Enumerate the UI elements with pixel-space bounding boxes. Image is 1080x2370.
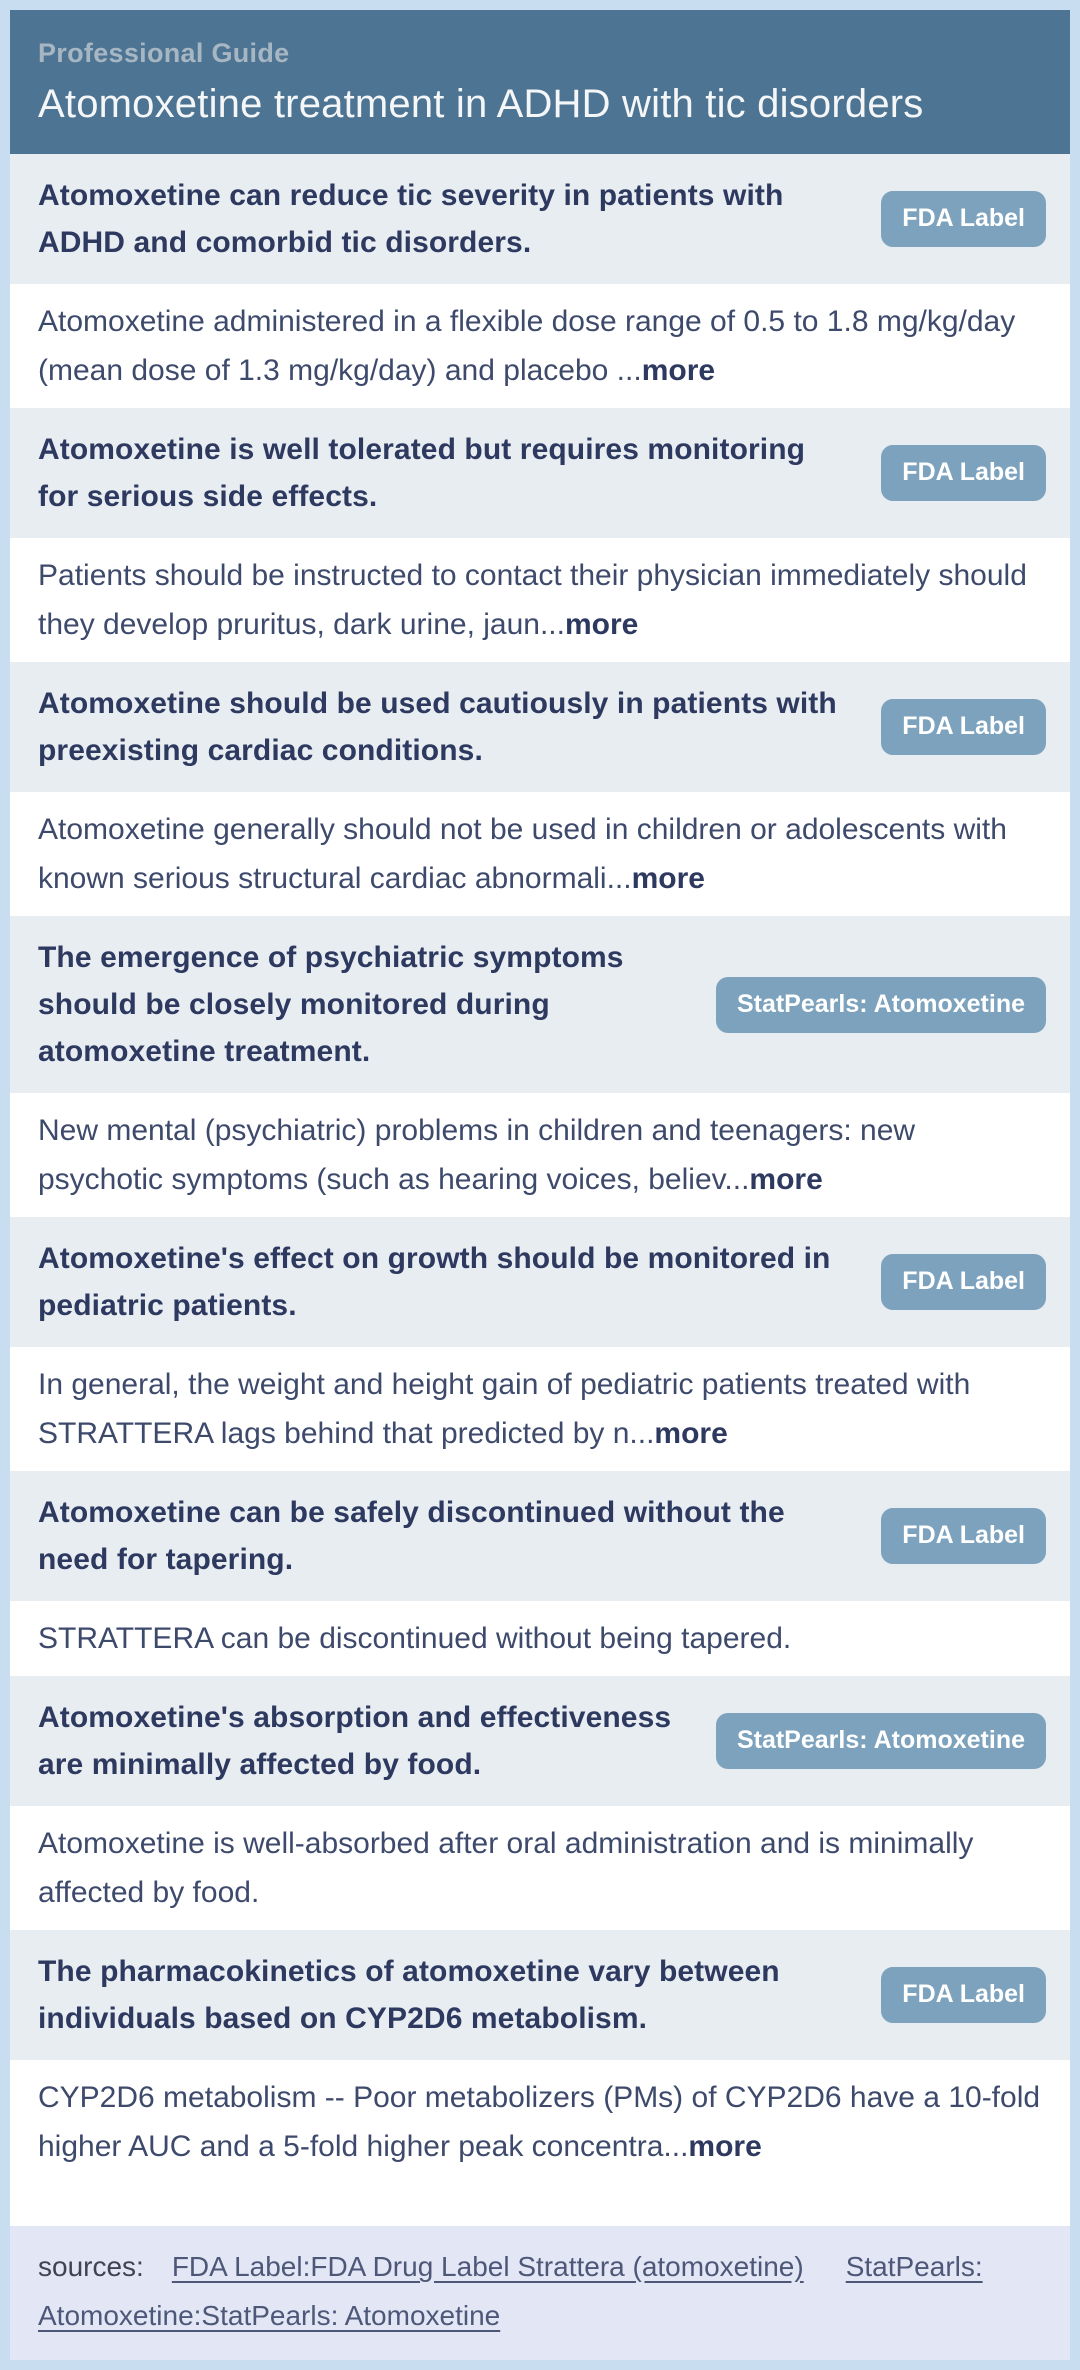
statement-block [10, 1471, 1070, 1676]
evidence-snippet: Atomoxetine administered in a flexible dose range of 0.5 to 1.8 mg/kg/day (mean dose of 1.3 mg/kg/day) and placebo ... [38, 305, 1016, 387]
evidence-row [10, 1347, 1070, 1471]
evidence-row [10, 538, 1070, 662]
evidence-text [38, 805, 1042, 903]
evidence-snippet: In general, the weight and height gain of pediatric patients treated with STRATTERA lags behind that predicted by n... [38, 1368, 971, 1450]
claim-row [10, 1676, 1070, 1806]
source-badge[interactable]: StatPearls: Atomoxetine [716, 977, 1046, 1033]
source-badge[interactable]: FDA Label [881, 699, 1046, 755]
claim-row [10, 1217, 1070, 1347]
claim-row [10, 408, 1070, 538]
statement-block [10, 1676, 1070, 1930]
statement-block [10, 154, 1070, 408]
more-link[interactable]: more [641, 354, 716, 387]
evidence-text [38, 1106, 1042, 1204]
evidence-text [38, 1360, 1042, 1458]
evidence-row [10, 2060, 1070, 2184]
claim-row [10, 154, 1070, 284]
evidence-text [38, 1819, 1042, 1917]
evidence-row [10, 792, 1070, 916]
guide-card [10, 10, 1070, 2360]
source-link[interactable]: FDA Label:FDA Drug Label Strattera (atomoxetine) [171, 2251, 804, 2282]
statement-block [10, 662, 1070, 916]
evidence-text [38, 1614, 1042, 1663]
sources-line [38, 2242, 1042, 2340]
evidence-row [10, 284, 1070, 408]
sources-footer [10, 2226, 1070, 2360]
evidence-snippet: STRATTERA can be discontinued without being tapered. [38, 1622, 792, 1655]
evidence-snippet: Atomoxetine is well-absorbed after oral administration and is minimally affected by food. [38, 1827, 974, 1909]
more-link[interactable]: more [654, 1417, 728, 1450]
evidence-row [10, 1093, 1070, 1217]
source-badge[interactable]: StatPearls: Atomoxetine [716, 1713, 1046, 1769]
claim-row [10, 662, 1070, 792]
claim-row [10, 1930, 1070, 2060]
more-link[interactable]: more [564, 608, 639, 641]
claim-text: Atomoxetine should be used cautiously in patients with preexisting cardiac conditions. [38, 687, 837, 767]
claim-text: The pharmacokinetics of atomoxetine vary between individuals based on CYP2D6 metabolism. [38, 1955, 780, 2035]
more-link[interactable]: more [688, 2130, 762, 2163]
statement-block [10, 916, 1070, 1217]
source-badge[interactable]: FDA Label [881, 445, 1046, 501]
statement-block [10, 1217, 1070, 1471]
evidence-text [38, 2073, 1042, 2171]
evidence-row [10, 1806, 1070, 1930]
evidence-snippet: New mental (psychiatric) problems in children and teenagers: new psychotic symptoms (such as hearing voices, believ... [38, 1114, 916, 1196]
sources-label: sources: [38, 2251, 144, 2282]
evidence-snippet: CYP2D6 metabolism -- Poor metabolizers (PMs) of CYP2D6 have a 10-fold higher AUC and a 5-fold higher peak concentra... [38, 2081, 1041, 2163]
statement-block [10, 408, 1070, 662]
claim-text: The emergence of psychiatric symptoms should be closely monitored during atomoxetine treatment. [38, 941, 624, 1068]
claim-text: Atomoxetine's effect on growth should be monitored in pediatric patients. [38, 1242, 831, 1322]
claim-text: Atomoxetine's absorption and effectiveness are minimally affected by food. [38, 1701, 672, 1781]
page-title: Atomoxetine treatment in ADHD with tic disorders [38, 82, 924, 126]
claim-row [10, 916, 1070, 1093]
guide-header [10, 10, 1070, 154]
source-badge[interactable]: FDA Label [881, 191, 1046, 247]
more-link[interactable]: more [749, 1163, 823, 1196]
evidence-text [38, 297, 1042, 395]
evidence-snippet: Patients should be instructed to contact their physician immediately should they develop pruritus, dark urine, jaun... [38, 559, 1027, 641]
source-badge[interactable]: FDA Label [881, 1254, 1046, 1310]
claim-row [10, 1471, 1070, 1601]
evidence-text [38, 551, 1042, 649]
guide-type-label: Professional Guide [38, 38, 290, 68]
source-badge[interactable]: FDA Label [881, 1967, 1046, 2023]
source-badge[interactable]: FDA Label [881, 1508, 1046, 1564]
more-link[interactable]: more [631, 862, 705, 895]
statement-block [10, 1930, 1070, 2184]
statement-list [10, 154, 1070, 2184]
evidence-snippet: Atomoxetine generally should not be used in children or adolescents with known serious structural cardiac abnormali... [38, 813, 1007, 895]
evidence-row [10, 1601, 1070, 1676]
claim-text: Atomoxetine can be safely discontinued without the need for tapering. [38, 1496, 785, 1576]
claim-text: Atomoxetine can reduce tic severity in patients with ADHD and comorbid tic disorders. [38, 179, 784, 259]
claim-text: Atomoxetine is well tolerated but requires monitoring for serious side effects. [38, 433, 806, 513]
source-link[interactable]: StatPearls: Atomoxetine:StatPearls: Atomoxetine [38, 2251, 983, 2331]
